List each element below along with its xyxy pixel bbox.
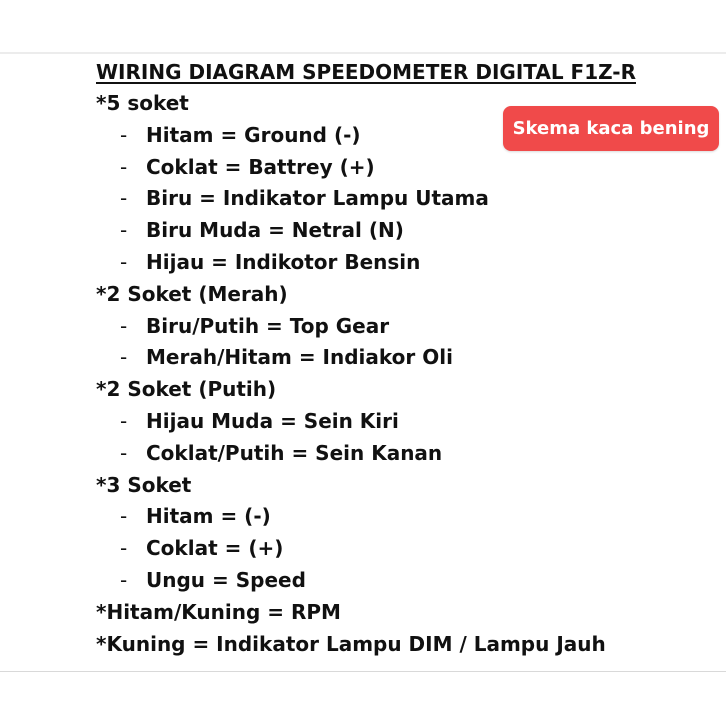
list-item (96, 565, 696, 597)
list-item (96, 152, 696, 184)
item-text: Hitam = (-) (146, 504, 271, 529)
item-text: Biru/Putih = Top Gear (146, 313, 390, 338)
document-title: WIRING DIAGRAM SPEEDOMETER DIGITAL F1Z-R (96, 60, 636, 84)
list-item (96, 438, 696, 470)
section-heading-3-soket: *3 Soket (96, 472, 192, 497)
dash-bullet: - (120, 122, 128, 147)
item-text: Hijau Muda = Sein Kiri (146, 408, 399, 433)
list-item (96, 183, 696, 215)
item-text: Merah/Hitam = Indiakor Oli (146, 345, 453, 370)
note-rpm: *Hitam/Kuning = RPM (96, 599, 341, 624)
dash-bullet: - (120, 440, 128, 465)
section-heading-2-soket-putih: *2 Soket (Putih) (96, 377, 277, 402)
dash-bullet: - (120, 345, 128, 370)
dash-bullet: - (120, 567, 128, 592)
item-text: Coklat/Putih = Sein Kanan (146, 440, 443, 465)
bottom-divider (0, 671, 726, 672)
dash-bullet: - (120, 249, 128, 274)
dash-bullet: - (120, 408, 128, 433)
dash-bullet: - (120, 313, 128, 338)
list-item (96, 215, 696, 247)
list-item (96, 247, 696, 279)
note-lampu: *Kuning = Indikator Lampu DIM / Lampu Jauh (96, 631, 606, 656)
item-text: Ungu = Speed (146, 567, 306, 592)
item-text: Coklat = (+) (146, 536, 284, 561)
list-item (96, 533, 696, 565)
item-text: Coklat = Battrey (+) (146, 154, 375, 179)
dash-bullet: - (120, 154, 128, 179)
list-item (96, 501, 696, 533)
item-text: Biru = Indikator Lampu Utama (146, 186, 489, 211)
list-item (96, 406, 696, 438)
dash-bullet: - (120, 504, 128, 529)
item-text: Hijau = Indikotor Bensin (146, 249, 421, 274)
skema-badge: Skema kaca bening (503, 106, 719, 151)
list-item (96, 342, 696, 374)
item-text: Hitam = Ground (-) (146, 122, 361, 147)
dash-bullet: - (120, 186, 128, 211)
section-heading-2-soket-merah: *2 Soket (Merah) (96, 281, 288, 306)
dash-bullet: - (120, 536, 128, 561)
section-heading-5-soket: *5 soket (96, 91, 189, 115)
list-item (96, 311, 696, 343)
top-divider (0, 52, 726, 54)
dash-bullet: - (120, 218, 128, 243)
item-text: Biru Muda = Netral (N) (146, 218, 404, 243)
